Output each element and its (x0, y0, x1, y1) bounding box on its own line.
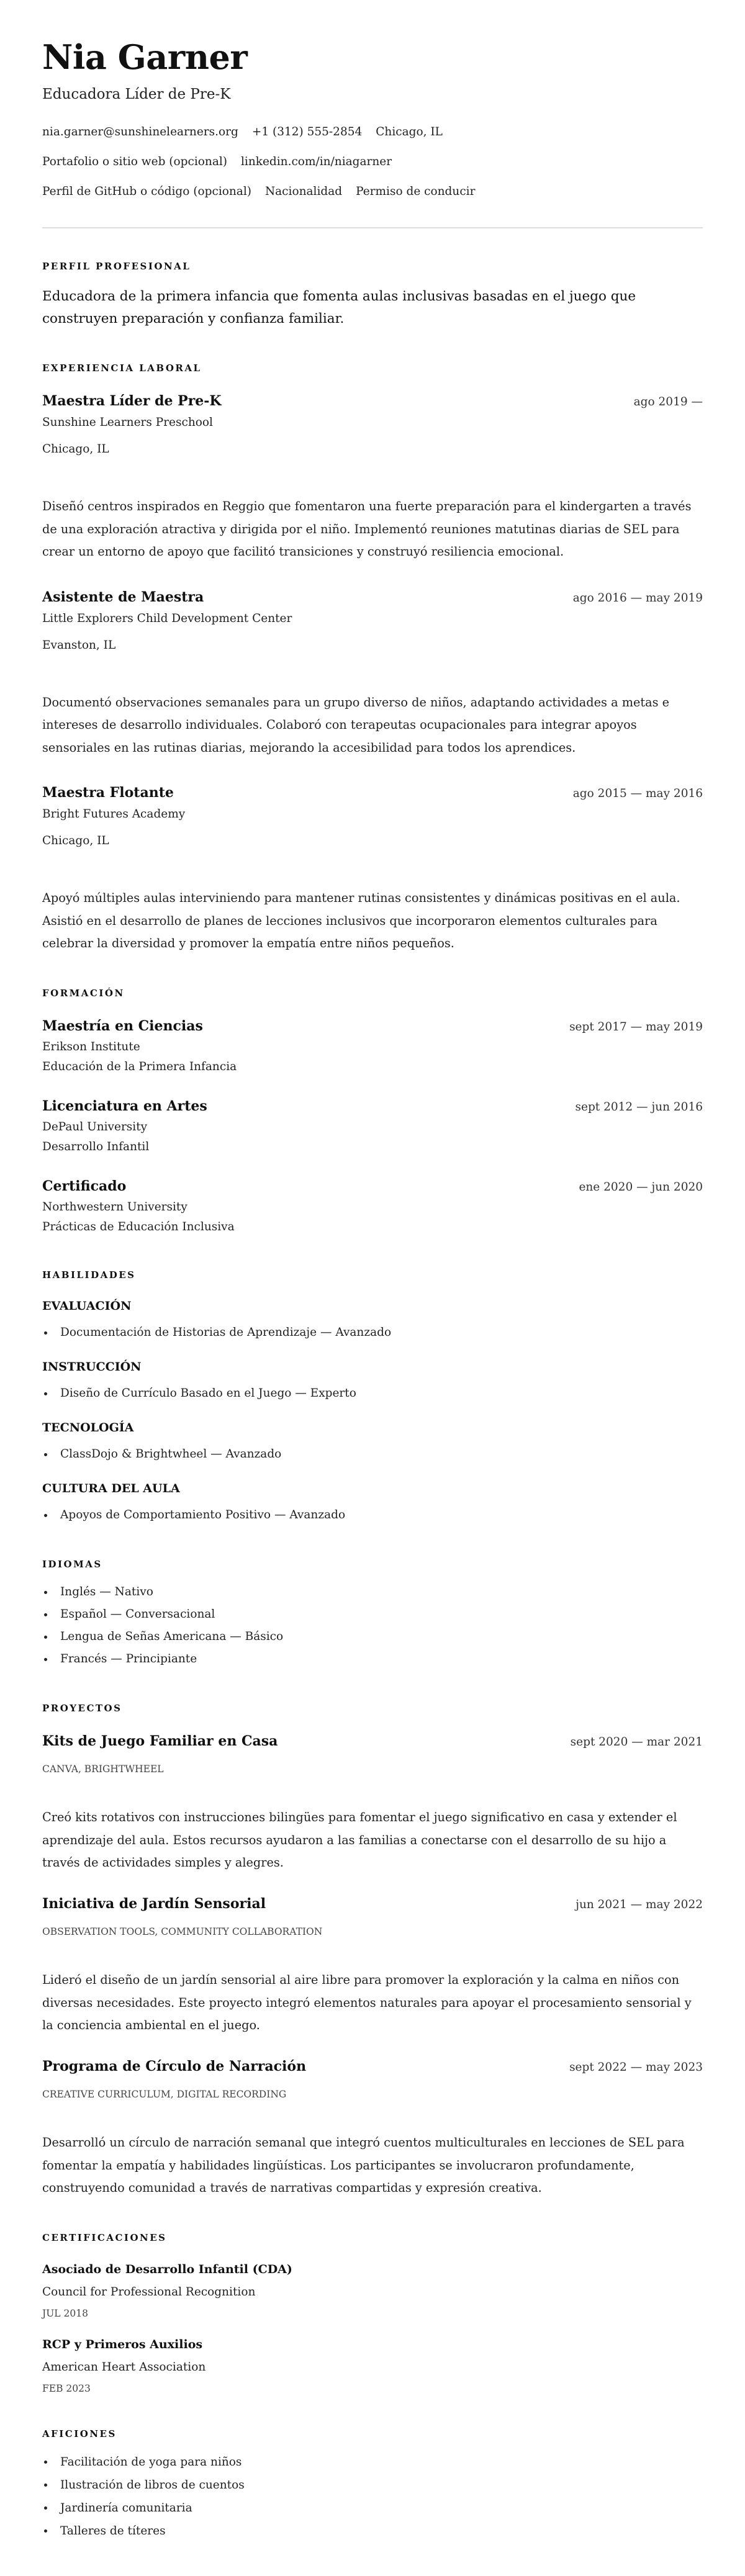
project-header (42, 1894, 703, 1915)
hobbies-section (42, 2426, 703, 2542)
project-title: Kits de Juego Familiar en Casa (42, 1732, 278, 1749)
project-entry (42, 2056, 703, 2200)
section-heading: HABILIDADES (42, 1269, 136, 1281)
project-entry (42, 1894, 703, 2037)
language-item: Lengua de Señas Americana — Básico (42, 1626, 703, 1648)
education-header (42, 1016, 703, 1037)
skill-list (42, 1382, 703, 1405)
project-entry (42, 1731, 703, 1875)
education-dates: sept 2017 — may 2019 (569, 1020, 703, 1034)
job-dates: ago 2019 — (633, 395, 703, 408)
skill-list (42, 1322, 703, 1344)
resume-header (42, 37, 703, 207)
project-tags: CREATIVE CURRICULUM, DIGITAL RECORDING (42, 2089, 287, 2100)
certification-issuer: American Heart Association (42, 2360, 206, 2374)
hobbies-list (42, 2451, 703, 2542)
job-dates: ago 2016 — may 2019 (572, 591, 703, 605)
project-description: Desarrolló un círculo de narración semanal que integró cuentos multiculturales en lecciones de SEL para fomentar la empatía y habilidades lingüísticas. Los participantes se involucraron profundamente, construyendo comunidad a través de narrativas compartidas y expresión creativa. (42, 2135, 685, 2195)
job-description: Documentó observaciones semanales para un grupo diverso de niños, adaptando actividades a metas e intereses de desarrollo individuales. Colaboró con terapeutas ocupacionales para integrar apoyos sensoriales en las rutinas diarias, mejorando la accesibilidad para todos los aprendices. (42, 695, 670, 755)
portfolio-link[interactable]: Portafolio o sitio web (opcional) (42, 155, 227, 168)
education-entry (42, 1016, 703, 1077)
projects-section (42, 1701, 703, 2200)
school-name: Northwestern University (42, 1200, 187, 1214)
section-heading: CERTIFICACIONES (42, 2231, 167, 2243)
project-dates: sept 2020 — mar 2021 (570, 1735, 703, 1749)
job-description: Apoyó múltiples aulas interviniendo para mantener rutinas consistentes y dinámicas positivas en el aula. Asistió en el desarrollo de planes de lecciones inclusivos que incorporaron elementos culturales para celebrar la diversidad y promover la empatía entre niños pequeños. (42, 891, 680, 950)
section-heading: EXPERIENCIA LABORAL (42, 363, 202, 374)
degree: Maestría en Ciencias (42, 1017, 203, 1034)
education-section (42, 986, 703, 1237)
skill-list (42, 1443, 703, 1466)
job-entry (42, 783, 703, 955)
education-dates: ene 2020 — jun 2020 (579, 1180, 703, 1194)
candidate-title: Educadora Líder de Pre-K (42, 86, 231, 102)
certification-name: RCP y Primeros Auxilios (42, 2337, 203, 2351)
project-tags: CANVA, BRIGHTWHEEL (42, 1763, 164, 1775)
language-item: Francés — Principiante (42, 1648, 703, 1670)
section-heading: FORMACIÓN (42, 987, 125, 999)
company-name: Little Explorers Child Development Center (42, 611, 292, 625)
project-header (42, 2056, 703, 2078)
skill-item: Diseño de Currículo Basado en el Juego — Experto (42, 1382, 703, 1405)
hobby-item: Facilitación de yoga para niños (42, 2451, 703, 2474)
skill-category: CULTURA DEL AULA (42, 1481, 180, 1495)
field-of-study: Prácticas de Educación Inclusiva (42, 1220, 235, 1233)
company-name: Sunshine Learners Preschool (42, 416, 213, 429)
certification-entry (42, 2260, 703, 2321)
skill-list (42, 1504, 703, 1526)
project-title: Iniciativa de Jardín Sensorial (42, 1895, 266, 1912)
project-description: Creó kits rotativos con instrucciones bilingües para fomentar el juego significativo en casa y extender el aprendizaje del aula. Estos recursos ayudaron a las familias a conectarse con el desarrollo de su hijo a través de actividades simples y alegres. (42, 1810, 677, 1870)
skill-item: ClassDojo & Brightwheel — Avanzado (42, 1443, 703, 1466)
language-item: Español — Conversacional (42, 1603, 703, 1626)
project-dates: jun 2021 — may 2022 (576, 1898, 703, 1911)
job-title: Asistente de Maestra (42, 588, 204, 605)
phone: +1 (312) 555-2854 (251, 125, 363, 138)
field-of-study: Desarrollo Infantil (42, 1140, 150, 1153)
degree: Certificado (42, 1178, 127, 1194)
section-heading: AFICIONES (42, 2428, 117, 2439)
certification-name: Asociado de Desarrollo Infantil (CDA) (42, 2262, 292, 2276)
contact-row (42, 117, 703, 147)
languages-list (42, 1581, 703, 1670)
education-header (42, 1096, 703, 1117)
project-header (42, 1731, 703, 1752)
field-of-study: Educación de la Primera Infancia (42, 1060, 237, 1073)
project-description: Lideró el diseño de un jardín sensorial al aire libre para promover la exploración y la calma en niños con diversas necesidades. Este proyecto integró elementos naturales para apoyar el procesamiento sensorial y la conciencia ambiental en el juego. (42, 1973, 692, 2032)
job-header (42, 587, 703, 608)
company-name: Bright Futures Academy (42, 808, 186, 821)
job-entry (42, 391, 703, 564)
project-title: Programa de Círculo de Narración (42, 2058, 307, 2074)
hobby-item: Jardinería comunitaria (42, 2497, 703, 2520)
summary-text: Educadora de la primera infancia que fomenta aulas inclusivas basadas en el juego que construyen preparación y confianza familiar. (42, 289, 636, 327)
language-item: Inglés — Nativo (42, 1581, 703, 1603)
certification-entry (42, 2335, 703, 2396)
skills-section (42, 1268, 703, 1526)
job-location: Evanston, IL (42, 638, 116, 652)
email-link[interactable]: nia.garner@sunshinelearners.org (42, 125, 238, 138)
job-header (42, 391, 703, 412)
certification-date: FEB 2023 (42, 2382, 91, 2394)
skill-category: EVALUACIÓN (42, 1299, 132, 1313)
education-entry (42, 1096, 703, 1157)
school-name: Erikson Institute (42, 1040, 140, 1053)
driving-license: Permiso de conducir (356, 185, 476, 198)
school-name: DePaul University (42, 1120, 148, 1133)
linkedin-link[interactable]: linkedin.com/in/niagarner (240, 155, 392, 168)
experience-section (42, 361, 703, 955)
job-title: Maestra Líder de Pre-K (42, 393, 222, 409)
certifications-section (42, 2230, 703, 2396)
contact-row (42, 147, 703, 177)
job-description: Diseñó centros inspirados en Reggio que fomentaron una fuerte preparación para el kindergarten a través de una exploración atractiva y dirigida por el niño. Implementó reuniones matutinas diarias de SEL para crear un entorno de apoyo que facilitó transiciones y construyó resiliencia emocional. (42, 499, 692, 559)
certification-date: JUL 2018 (42, 2307, 88, 2319)
skill-item: Documentación de Historias de Aprendizaje — Avanzado (42, 1322, 703, 1344)
hobby-item: Talleres de títeres (42, 2520, 703, 2542)
contact-row (42, 177, 703, 207)
contact-info (42, 117, 703, 207)
languages-section (42, 1557, 703, 1670)
hobby-item: Ilustración de libros de cuentos (42, 2474, 703, 2497)
education-entry (42, 1176, 703, 1237)
education-dates: sept 2012 — jun 2016 (575, 1100, 703, 1114)
section-heading: PERFIL PROFESIONAL (42, 261, 191, 272)
section-heading: PROYECTOS (42, 1702, 122, 1714)
skill-category: INSTRUCCIÓN (42, 1359, 142, 1374)
header-divider (42, 227, 703, 228)
summary-section (42, 259, 703, 330)
job-dates: ago 2015 — may 2016 (572, 787, 703, 800)
project-tags: OBSERVATION TOOLS, COMMUNITY COLLABORATION (42, 1926, 323, 1937)
nationality: Nacionalidad (264, 185, 343, 198)
skill-item: Apoyos de Comportamiento Positivo — Avanzado (42, 1504, 703, 1526)
location: Chicago, IL (376, 125, 443, 138)
job-title: Maestra Flotante (42, 785, 174, 801)
job-location: Chicago, IL (42, 834, 109, 847)
job-header (42, 783, 703, 804)
github-link[interactable]: Perfil de GitHub o código (opcional) (42, 185, 251, 198)
job-location: Chicago, IL (42, 443, 109, 456)
degree: Licenciatura en Artes (42, 1097, 207, 1114)
candidate-name: Nia Garner (42, 37, 248, 77)
skill-category: TECNOLOGÍA (42, 1420, 134, 1434)
project-dates: sept 2022 — may 2023 (569, 2060, 703, 2074)
certification-issuer: Council for Professional Recognition (42, 2285, 256, 2299)
section-heading: IDIOMAS (42, 1558, 102, 1570)
job-entry (42, 587, 703, 760)
education-header (42, 1176, 703, 1197)
